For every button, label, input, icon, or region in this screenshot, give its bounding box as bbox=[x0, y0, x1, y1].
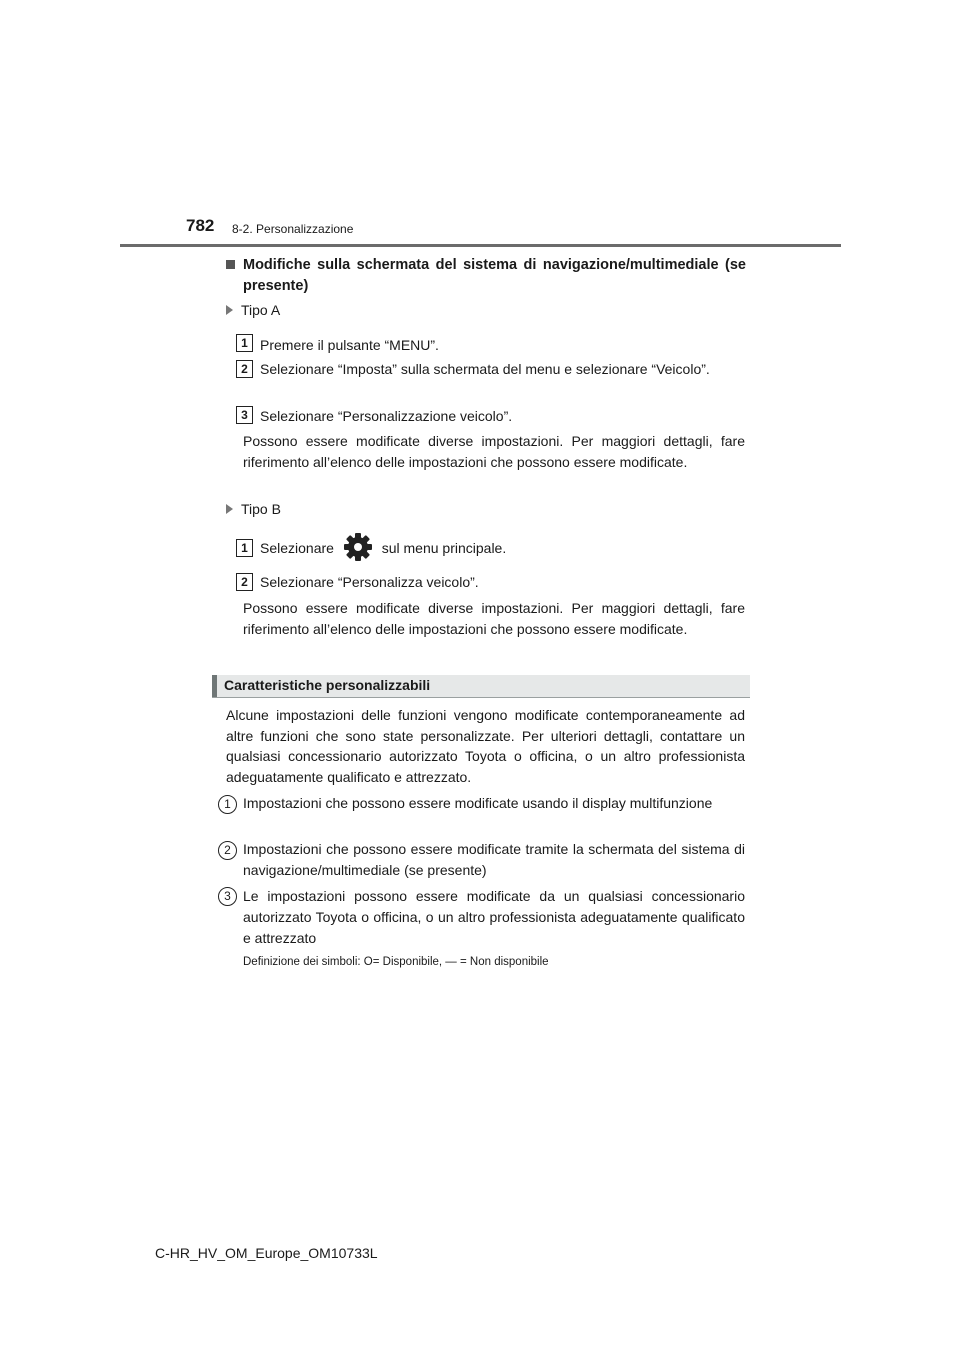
section-banner bbox=[212, 675, 750, 698]
step-text: Selezionare sul menu principale. bbox=[260, 532, 745, 565]
list-item: Le impostazioni possono essere modificate da un qualsiasi concessionario autorizzato Toyota o officina, o un altro professionista adeguatamente qualificato e attrezzato bbox=[243, 888, 745, 946]
banner-title: Caratteristiche personalizzabili bbox=[224, 677, 431, 693]
tipo-a-note: Possono essere modificate diverse impostazioni. Per maggiori dettagli, fare riferimento all’elenco delle impostazioni che possono essere modificate. bbox=[243, 433, 745, 470]
footer-doc-code: C-HR_HV_OM_Europe_OM10733L bbox=[155, 1245, 378, 1261]
step-number-box: 3 bbox=[236, 406, 253, 424]
list-item: Impostazioni che possono essere modificate tramite la schermata del sistema di navigazione/multimediale (se presente) bbox=[243, 841, 745, 878]
symbol-legend: Definizione dei simboli: O= Disponibile, — = Non disponibile bbox=[243, 956, 549, 968]
step-number-box: 1 bbox=[236, 334, 253, 352]
section-label: 8-2. Personalizzazione bbox=[232, 222, 354, 236]
step-text: Premere il pulsante “MENU”. bbox=[260, 337, 439, 353]
tipo-b-note: Possono essere modificate diverse impostazioni. Per maggiori dettagli, fare riferimento all’elenco delle impostazioni che possono essere modificate. bbox=[243, 600, 745, 637]
banner-accent bbox=[212, 675, 217, 697]
page-number: 782 bbox=[186, 216, 215, 235]
item-number-circle: 1 bbox=[218, 795, 237, 814]
step-text: Selezionare “Personalizza veicolo”. bbox=[260, 574, 479, 590]
triangle-bullet-icon bbox=[226, 305, 233, 315]
intro-paragraph: Alcune impostazioni delle funzioni vengono modificate contemporaneamente ad altre funzioni che sono state personalizzate. Per ulteriori dettagli, contattare un qualsiasi concessionario autorizzato Toyota o officina, o un altro professionista adeguatamente qualificato e attrezzato. bbox=[226, 707, 745, 785]
list-item: Impostazioni che possono essere modificate usando il display multifunzione bbox=[243, 795, 713, 811]
step-number-box: 2 bbox=[236, 573, 253, 591]
step-text: Selezionare “Personalizzazione veicolo”. bbox=[260, 408, 513, 424]
step-number-box: 2 bbox=[236, 360, 253, 378]
section-heading bbox=[226, 255, 746, 297]
item-number-circle: 2 bbox=[218, 841, 237, 860]
heading-text: Modifiche sulla schermata del sistema di navigazione/multimediale (se presente) bbox=[243, 257, 746, 294]
gear-icon bbox=[342, 531, 374, 563]
tipo-b-label: Tipo B bbox=[226, 501, 281, 517]
step-text: Selezionare “Imposta” sulla schermata del menu e selezionare “Veicolo”. bbox=[260, 361, 710, 377]
tipo-a-label: Tipo A bbox=[226, 302, 280, 318]
step-number-box: 1 bbox=[236, 539, 253, 557]
triangle-bullet-icon bbox=[226, 504, 233, 514]
item-number-circle: 3 bbox=[218, 887, 237, 906]
heading-bullet bbox=[226, 260, 235, 269]
header-rule bbox=[120, 244, 841, 247]
